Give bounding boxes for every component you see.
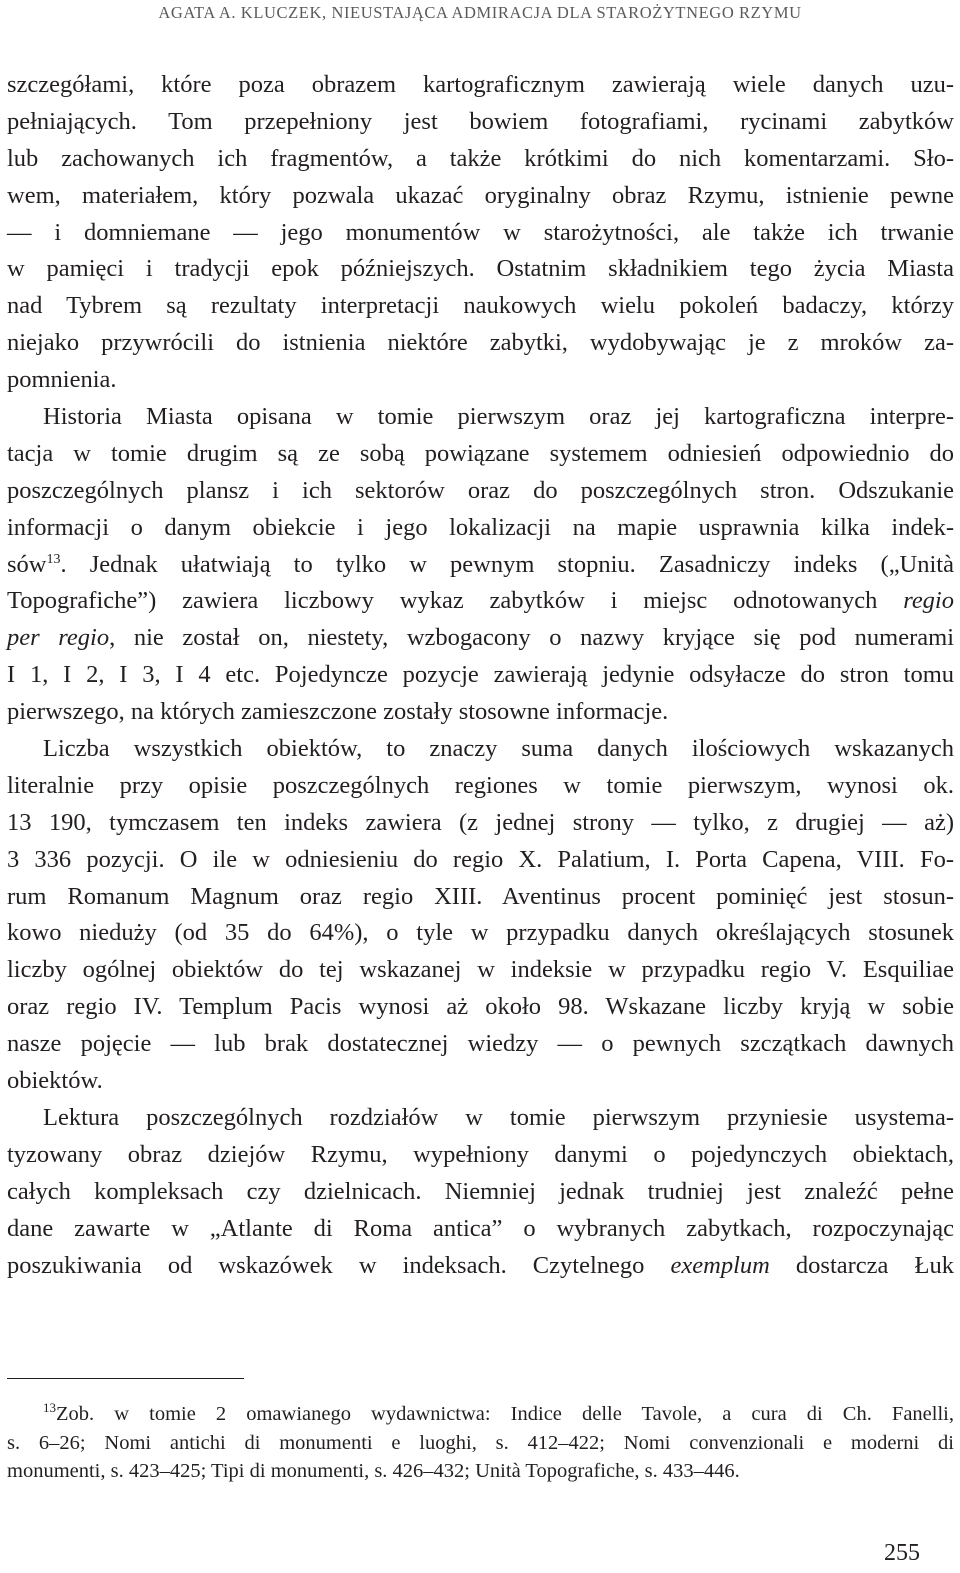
- text-line: liczby ogólnej obiektów do tej wskazanej w indeksie w przypadku regio V. Esquiliae: [7, 956, 954, 984]
- text-line: dane zawarte w „Atlante di Roma antica” o wybranych zabytkach, rozpoczynając: [7, 1214, 954, 1242]
- paragraph-1: [7, 67, 954, 399]
- text-line: rum Romanum Magnum oraz regio XIII. Aventinus procent pominięć jest stosun-: [7, 882, 954, 910]
- text-line: Lektura poszczególnych rozdziałów w tomie pierwszym przyniesie usystema-: [43, 1103, 954, 1131]
- italic-term: per regio: [7, 624, 110, 652]
- text-line: tyzowany obraz dziejów Rzymu, wypełniony danymi o pojedynczych obiektach,: [7, 1140, 954, 1168]
- text-line: I 1, I 2, I 3, I 4 etc. Pojedyncze pozycje zawierają jedynie odsyłacze do stron tomu: [7, 661, 954, 689]
- text-line: kowo nieduży (od 35 do 64%), o tyle w przypadku danych określających stosunek: [7, 919, 954, 947]
- text-segment: , nie został on, niestety, wzbogacony o nazwy kryjące się pod numerami: [109, 624, 954, 652]
- paragraph-3: [7, 731, 954, 1100]
- text-line: — i domniemane — jego monumentów w starożytności, ale także ich trwanie: [7, 218, 954, 246]
- footnote-separator: [7, 1378, 244, 1379]
- text-line: poszczególnych plansz i ich sektorów oraz do poszczególnych stron. Odszukanie: [7, 476, 954, 504]
- text-line: 13 190, tymczasem ten indeks zawiera (z jednej strony — tylko, z drugiej — aż): [7, 808, 954, 836]
- text-line: [7, 620, 954, 657]
- text-segment: dostarcza Łuk: [769, 1251, 954, 1279]
- footnote-reference: 13: [46, 551, 61, 567]
- footnote: [7, 1400, 954, 1486]
- text-line: [7, 583, 954, 620]
- text-segment: poszukiwania od wskazówek w indeksach. Czytelnego: [7, 1251, 671, 1279]
- text-line: nad Tybrem są rezultaty interpretacji naukowych wielu pokoleń badaczy, którzy: [7, 292, 954, 320]
- text-line: [7, 1248, 954, 1285]
- page-number: 255: [884, 1540, 920, 1566]
- footnote-marker: 13: [43, 1400, 56, 1415]
- text-line: Historia Miasta opisana w tomie pierwszym oraz jej kartograficzna interpre-: [43, 403, 954, 431]
- text-line: lub zachowanych ich fragmentów, a także krótkimi do nich komentarzami. Sło-: [7, 144, 954, 172]
- text-line: wem, materiałem, który pozwala ukazać oryginalny obraz Rzymu, istnienie pewne: [7, 181, 954, 209]
- italic-term: regio: [903, 587, 954, 615]
- paragraph-2: [7, 399, 954, 731]
- text-segment: . Jednak ułatwiają to tylko w pewnym stopniu. Zasadniczy indeks („Unità: [60, 550, 954, 578]
- text-line: szczegółami, które poza obrazem kartograficznym zawierają wiele danych uzu-: [7, 71, 954, 98]
- text-line: nasze pojęcie — lub brak dostatecznej wiedzy — o pewnych szczątkach dawnych: [7, 1030, 954, 1058]
- text-line: w pamięci i tradycji epok późniejszych. Ostatnim składnikiem tego życia Miasta: [7, 255, 954, 283]
- text-segment: sów: [7, 550, 47, 578]
- running-header: AGATA A. KLUCZEK, NIEUSTAJĄCA ADMIRACJA DLA STAROŻYTNEGO RZYMU: [158, 3, 802, 22]
- text-line: informacji o danym obiekcie i jego lokalizacji na mapie usprawnia kilka indek-: [7, 513, 954, 541]
- paragraph-4: [7, 1100, 954, 1284]
- italic-term: exemplum: [670, 1251, 770, 1279]
- text-segment: Zob. w tomie 2 omawianego wydawnictwa: Indice delle Tavole, a cura di Ch. Fanelli,: [56, 1403, 954, 1425]
- footnote-line: monumenti, s. 423–425; Tipi di monumenti, s. 426–432; Unità Topografiche, s. 433–446.: [7, 1460, 740, 1482]
- text-line: obiektów.: [7, 1067, 103, 1095]
- footnote-line: [7, 1400, 954, 1429]
- text-line: niejako przywrócili do istnienia niektóre zabytki, wydobywając je z mroków za-: [7, 329, 954, 357]
- text-line: pierwszego, na których zamieszczone zostały stosowne informacje.: [7, 698, 669, 726]
- text-line: Liczba wszystkich obiektów, to znaczy suma danych ilościowych wskazanych: [43, 735, 954, 763]
- text-line-with-footnote-ref: [7, 547, 954, 584]
- text-line: 3 336 pozycji. O ile w odniesieniu do regio X. Palatium, I. Porta Capena, VIII. Fo-: [7, 845, 954, 873]
- main-text: [7, 67, 954, 1284]
- text-line: pełniających. Tom przepełniony jest bowiem fotografiami, rycinami zabytków: [7, 107, 954, 135]
- footnote-line: s. 6–26; Nomi antichi di monumenti e luoghi, s. 412–422; Nomi convenzionali e moderni di: [7, 1431, 954, 1454]
- text-line: pomnienia.: [7, 366, 117, 394]
- text-line: oraz regio IV. Templum Pacis wynosi aż około 98. Wskazane liczby kryją w sobie: [7, 993, 954, 1021]
- text-line: tacja w tomie drugim są ze sobą powiązane systemem odniesień odpowiednio do: [7, 439, 954, 467]
- text-line: literalnie przy opisie poszczególnych regiones w tomie pierwszym, wynosi ok.: [7, 771, 954, 799]
- text-segment: Topografiche”) zawiera liczbowy wykaz zabytków i miejsc odnotowanych: [7, 587, 904, 615]
- text-line: całych kompleksach czy dzielnicach. Niemniej jednak trudniej jest znaleźć pełne: [7, 1177, 954, 1205]
